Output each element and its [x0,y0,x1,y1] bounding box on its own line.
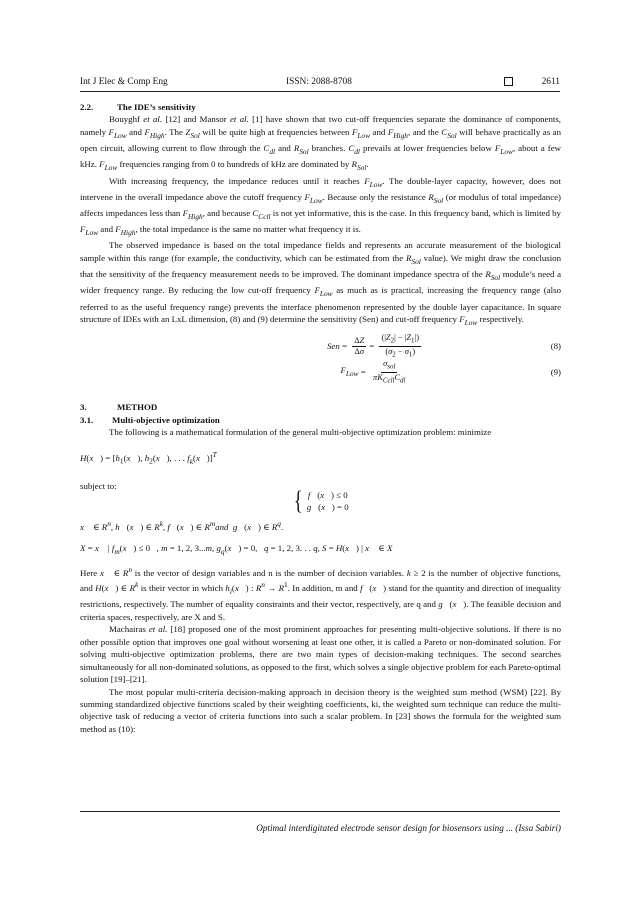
section-3-heading: 3. METHOD [80,402,158,413]
subject-to-label: subject to: [80,480,117,491]
variable-domain-line: x⃗ ∈ $R^n$, h⃗(x⃗) ∈ $R^k$, f⃗(x⃗) ∈ $R^mand$ g⃗(x⃗) ∈ $R^q$. [80,519,284,533]
page-number: 2611 [541,77,560,87]
issn: ISSN: 2088-8708 [286,77,352,87]
section-2-2-heading: 2.2. The IDE’s sensitivity [80,102,196,112]
equation-8-tag: (8) [550,341,561,352]
footer-rule [80,811,560,812]
section-3-1-intro: The following is a mathematical formulation of the general multi-objective optimization problem: minimize [109,427,492,438]
journal-name: Int J Elec & Comp Eng [80,77,168,87]
constraint-system: { f⃗(x⃗) ≤ 0 g⃗(x⃗) = 0 [294,486,349,516]
running-header [80,77,560,89]
section-3-1-paragraph-1: Here x⃗ ∈ $R^n$ is the vector of design variables and n is the number of decision variables. k ≥ 2 is the number of objective functions, and H(x⃗) ∈ $R^k$ is their vector in which $h_i(x⃗)$ : $R^n \to R^1$. In addition, m and f⃗(x⃗) stand for the quantity and direction of inequality restrictions, respectively. The number of equality constraints and their vector, respectively, are q and g⃗(x⃗). The feasible decision and criteria spaces, respectively, are X and S. [80,564,561,622]
equation-9: $F_{Low}$ = $\frac{\sigma_{sol}}{\pi K_{Ccll}C_{dl}}$ (9) [340,359,561,385]
equation-9-tag: (9) [550,367,561,378]
section-2-2-paragraph-1: Bouyghf et al. [12] and Mansor et al. [1] have shown that two cut-off frequencies separate the dominance of components, namely $F_{Low}$ and $F_{High}$. The $Z_{Sol}$ will be quite high at frequencies between $F_{Low}$ and $F_{High}$, and the $C_{Sol}$ will behave practically as an open circuit, allowing current to flow through the $C_{dl}$ and $R_{Sol}$ branches. $C_{dl}$ prevails at lower frequencies below $F_{Low}$, about a few kHz. $F_{Low}$ frequencies ranging from 0 to hundreds of kHz are dominated by $R_{Sol}$. [80,114,562,173]
section-3-1-paragraph-2: Machairas et al. [18] proposed one of the most prominent approaches for presenting multi-objective solutions. If there is no other possible option that improves one goal without worsening at least one other, it is called a Pareto or non-dominated solution. For solving multi-objective optimization problems, there are two main types of decision-making techniques. The second searches simultaneously for all non-dominated solutions, as opposed to the first, which solves a single objective problem for each Pareto-optimal solution [19]–[21]. [80,624,562,685]
running-footer: Optimal interdigitated electrode sensor design for biosensors using ... (Issa Sabiri) [256,823,561,833]
body-text [80,101,561,735]
section-3-1-paragraph-3: The most popular multi-criteria decision-making approach in decision theory is the weighted sum method (WSM) [22]. By summing standardized objective functions scaled by their weighting coefficients, ki, the weighted sum technique can reduce the multi-objective task of reducing a vector of criteria functions into such a scalar problem. In [23] shows the formula for the weighted sum method as (10): [80,686,561,734]
equation-8: Sen = $\frac{\Delta Z}{\Delta\sigma}$ = $\frac{(|Z_2| - |Z_1|)}{(\sigma_2 - \sigma_1)}$ (8) [326,333,561,359]
equation-objective-vector: H(x⃗) = [$h_1(x⃗)$, $h_2(x⃗)$, . . . $f_k(x⃗)]^T$ [80,449,217,466]
section-2-2-paragraph-3: The observed impedance is based on the total impedance fields and represents an accurate measurement of the biological sample within this range (for example, the conductivity, which can be estimated from the $R_{Sol}$ value). We might draw the conclusion that the sensitivity of the frequency measurement needs to be improved. The dominant impedance spectra of the $R_{Sol}$ module’s need a wider frequency range. By reducing the low cut-off frequency $F_{Low}$ as much as is practical, increasing the frequency range (also referred to as the useful frequency range) prevents the interface phenomenon represented by the double layer capacitance. In square structure of IDEs with an LxL dimension, (8) and (9) determine the sensitivity (Sen) and cut-off frequency $F_{Low}$ respectively. [80,240,562,327]
section-2-2-paragraph-2: With increasing frequency, the impedance reduces until it reaches $F_{Low}$. The double-layer capacity, however, does not intervene in the overall impedance above the cutoff frequency $F_{Low}$. Because only the resistance $R_{Sol}$ (or modulus of total impedance) affects impedances less than $F_{High}$, and because $C_{Ccll}$ is not yet informative, this is the case. In this frequency band, which is limited by $F_{Low}$ and $F_{High}$, the total impedance is the same no matter what frequency it is. [80,175,561,237]
header-rule [80,91,560,92]
section-3-1-heading: 3.1. Multi-objective optimization [80,414,220,425]
feasible-set-line: X = x⃗ | $f_m(x⃗) \le 0$ , m = 1, 2, 3...m, $g_q(x⃗) = 0$, q = 1, 2, 3. . . q, S = H(x⃗) | x⃗ ∈ X [80,542,393,556]
